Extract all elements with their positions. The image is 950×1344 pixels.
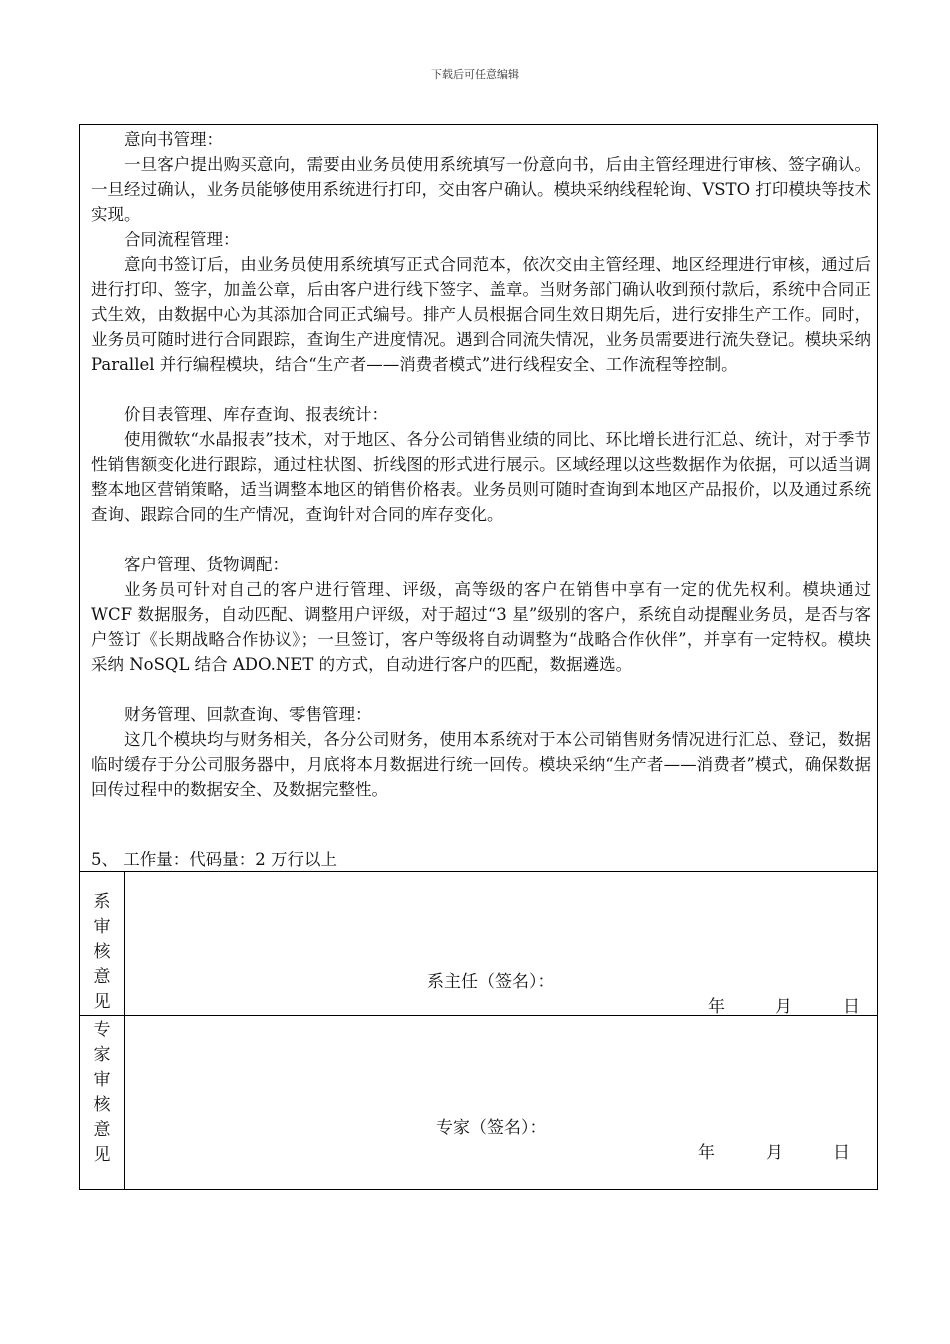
expert-date-day: 日	[833, 1143, 850, 1163]
dept-review-row	[80, 872, 877, 1016]
paragraph-intent-letter: 一旦客户提出购买意向，需要由业务员使用系统填写一份意向书，后由主管经理进行审核、签字确认。一旦经过确认，业务员能够使用系统进行打印，交由客户确认。模块采纳线程轮询、VSTO 打印模块等技术实现。	[91, 155, 871, 224]
page-header-note: 下载后可任意编辑	[431, 68, 519, 81]
workload-line: 5、 工作量：代码量：2 万行以上	[91, 850, 337, 869]
expert-review-label: 专 家 审 核 意 见	[93, 1020, 111, 1165]
section-heading-price-report: 价目表管理、库存查询、报表统计：	[124, 405, 388, 424]
section-heading-contract-flow: 合同流程管理：	[124, 230, 240, 249]
paragraph-finance: 这几个模块均与财务相关，各分公司财务，使用本系统对于本公司销售财务情况进行汇总、登记，数据临时缓存于分公司服务器中，月底将本月数据进行统一回传。模块采纳“生产者——消费者”模式，确保数据回传过程中的数据安全、及数据完整性。	[91, 730, 871, 799]
expert-date-year: 年	[698, 1143, 715, 1163]
expert-date-month: 月	[766, 1143, 783, 1163]
dept-head-signature-label: 系主任（签名）：	[427, 972, 555, 992]
paragraph-price-report: 使用微软“水晶报表”技术，对于地区、各分公司销售业绩的同比、环比增长进行汇总、统计，对于季节性销售额变化进行跟踪，通过柱状图、折线图的形式进行展示。区域经理以这些数据作为依据，可以适当调整本地区营销策略，适当调整本地区的销售价格表。业务员则可随时查询到本地区产品报价，以及通过系统查询、跟踪合同的生产情况，查询针对合同的库存变化。	[91, 430, 871, 524]
dept-review-label: 系 审 核 意 见	[93, 892, 111, 1012]
paragraph-customer: 业务员可针对自己的客户进行管理、评级，高等级的客户在销售中享有一定的优先权利。模块通过 WCF 数据服务，自动匹配、调整用户评级，对于超过“3 星”级别的客户，系统自动提醒业务员，是否与客户签订《长期战略合作协议》；一旦签订，客户等级将自动调整为“战略合作伙伴”，并享有一定特权。模块采纳 NoSQL 结合 ADO.NET 的方式，自动进行客户的匹配，数据遴选。	[91, 580, 871, 674]
module-description-cell	[80, 125, 877, 872]
section-heading-finance: 财务管理、回款查询、零售管理：	[124, 705, 372, 724]
section-heading-intent-letter: 意向书管理：	[124, 130, 223, 149]
paragraph-contract-flow: 意向书签订后，由业务员使用系统填写正式合同范本，依次交由主管经理、地区经理进行审核，通过后进行打印、签字，加盖公章，后由客户进行线下签字、盖章。当财务部门确认收到预付款后，系统中合同正式生效，由数据中心为其添加合同正式编号。排产人员根据合同生效日期先后，进行安排生产工作。同时，业务员可随时进行合同跟踪，查询生产进度情况。遇到合同流失情况，业务员需要进行流失登记。模块采纳 Parallel 并行编程模块，结合“生产者——消费者模式”进行线程安全、工作流程等控制。	[91, 255, 871, 374]
column-divider	[124, 872, 125, 1015]
dept-date-year: 年	[708, 997, 725, 1017]
expert-review-row	[80, 1016, 877, 1189]
review-form-table	[79, 124, 878, 1190]
dept-date-month: 月	[775, 997, 792, 1017]
column-divider	[124, 1016, 125, 1189]
expert-signature-label: 专家（签名）：	[436, 1118, 547, 1138]
dept-date-day: 日	[843, 997, 860, 1017]
section-heading-customer: 客户管理、货物调配：	[124, 555, 289, 574]
